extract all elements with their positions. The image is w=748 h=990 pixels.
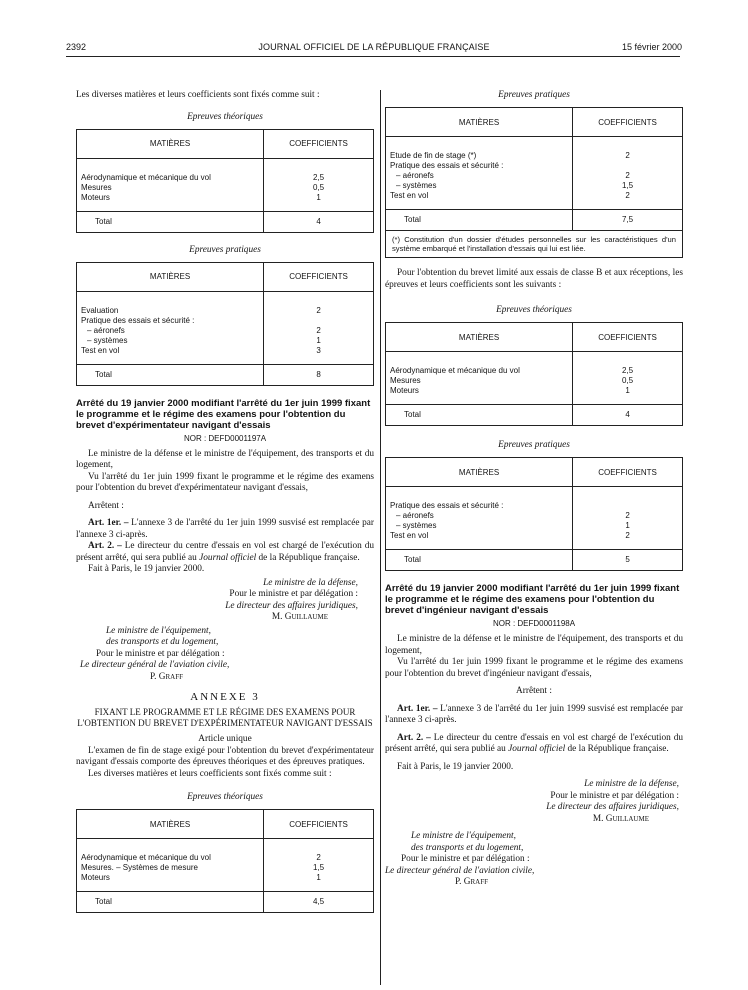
spacer-row bbox=[77, 356, 374, 365]
row-label: Mesures bbox=[386, 376, 573, 386]
table-row bbox=[77, 863, 374, 873]
page-number: 2392 bbox=[66, 42, 87, 52]
row-label: Evaluation bbox=[77, 291, 264, 316]
total-label: Total bbox=[77, 364, 264, 385]
left-column bbox=[76, 62, 374, 913]
row-label: Aérodynamique et mécanique du vol bbox=[386, 352, 573, 377]
row-value: 2 bbox=[573, 511, 683, 521]
row-value: 1,5 bbox=[264, 863, 374, 873]
row-value: 3 bbox=[264, 346, 374, 356]
signature-block: Le ministre de l'équipement, des transports et du logement, Pour le ministre et par délégation : Le directeur général de l'aviation civile, P. Graff bbox=[80, 625, 230, 682]
row-value: 2 bbox=[573, 191, 683, 201]
spacer-cell bbox=[386, 396, 573, 405]
annexe-title: FIXANT LE PROGRAMME ET LE RÉGIME DES EXAMENS POUR L'OBTENTION DU BREVET D'EXPÉRIMENTATEUR NAVIGANT D'ESSAIS bbox=[77, 707, 373, 728]
coef-table bbox=[385, 322, 683, 426]
total-value: 4 bbox=[573, 405, 683, 426]
coef-table bbox=[76, 129, 374, 233]
row-label: – aéronefs bbox=[386, 511, 573, 521]
row-label: – systèmes bbox=[77, 336, 264, 346]
spacer-row bbox=[386, 541, 683, 550]
column-header-coefficients: COEFFICIENTS bbox=[573, 323, 683, 352]
row-value: 2 bbox=[573, 531, 683, 541]
table-header-row bbox=[77, 810, 374, 839]
total-row bbox=[77, 211, 374, 232]
coefficients-table bbox=[385, 322, 683, 426]
row-label: Test en vol bbox=[386, 191, 573, 201]
row-value bbox=[573, 487, 683, 512]
signature-block: Le ministre de la défense, Pour le ministre et par délégation : Le directeur des affaires juridiques, M. Guillaume bbox=[225, 577, 358, 622]
article-2: Art. 2. – Le directeur du centre d'essais en vol est chargé de l'exécution du présent arrêté, qui sera publié au Journal officiel de la République française. bbox=[385, 732, 684, 754]
footnote-row bbox=[386, 231, 683, 258]
paragraph: Les diverses matières et leurs coefficients sont fixés comme suit : bbox=[88, 768, 332, 779]
row-value: 0,5 bbox=[264, 183, 374, 193]
coefficients-table bbox=[76, 129, 374, 233]
spacer-cell bbox=[264, 356, 374, 365]
row-label: – aéronefs bbox=[77, 326, 264, 336]
page-header bbox=[0, 42, 748, 56]
table-caption: Epreuves pratiques bbox=[189, 244, 261, 255]
table-row bbox=[77, 291, 374, 316]
row-value bbox=[573, 161, 683, 171]
total-label: Total bbox=[77, 892, 264, 913]
paragraph: Pour l'obtention du brevet limité aux essais de classe B et aux réceptions, les épreuves et leurs coefficients sont les suivants : bbox=[385, 268, 683, 290]
paragraph: Le ministre de la défense et le ministre de l'équipement, des transports et du logement, bbox=[385, 634, 683, 656]
row-label: Moteurs bbox=[77, 873, 264, 883]
spacer-cell bbox=[573, 201, 683, 210]
coefficients-table bbox=[385, 457, 683, 571]
row-label: Test en vol bbox=[386, 531, 573, 541]
row-value: 2 bbox=[573, 137, 683, 162]
total-row bbox=[386, 405, 683, 426]
table-header-row bbox=[77, 262, 374, 291]
column-header-matieres: MATIÈRES bbox=[77, 262, 264, 291]
row-value: 2,5 bbox=[264, 158, 374, 183]
table-row bbox=[386, 171, 683, 181]
column-header-coefficients: COEFFICIENTS bbox=[264, 262, 374, 291]
table-row bbox=[386, 376, 683, 386]
total-row bbox=[77, 892, 374, 913]
row-label: Mesures bbox=[77, 183, 264, 193]
column-header-matieres: MATIÈRES bbox=[386, 323, 573, 352]
table-row bbox=[77, 158, 374, 183]
column-separator bbox=[380, 90, 381, 985]
article-unique: Article unique bbox=[198, 734, 252, 744]
table-row bbox=[77, 336, 374, 346]
table-row bbox=[386, 137, 683, 162]
table-row bbox=[386, 521, 683, 531]
coefficients-table bbox=[76, 809, 374, 913]
row-value: 0,5 bbox=[573, 376, 683, 386]
total-label: Total bbox=[386, 550, 573, 571]
row-value: 2 bbox=[573, 171, 683, 181]
row-label: Pratique des essais et sécurité : bbox=[77, 316, 264, 326]
table-row bbox=[77, 873, 374, 883]
spacer-row bbox=[77, 883, 374, 892]
table-row bbox=[77, 839, 374, 864]
total-label: Total bbox=[386, 210, 573, 231]
column-header-coefficients: COEFFICIENTS bbox=[573, 108, 683, 137]
row-label: Etude de fin de stage (*) bbox=[386, 137, 573, 162]
table-footnote: (*) Constitution d'un dossier d'études personnelles sur les caractéristiques d'un système embarqué et l'installation d'essais qui lui est liée. bbox=[386, 231, 683, 258]
row-label: – systèmes bbox=[386, 521, 573, 531]
total-value: 8 bbox=[264, 364, 374, 385]
table-row bbox=[77, 183, 374, 193]
total-value: 5 bbox=[573, 550, 683, 571]
spacer-cell bbox=[264, 203, 374, 212]
row-label: – aéronefs bbox=[386, 171, 573, 181]
right-column bbox=[385, 62, 683, 889]
spacer-cell bbox=[386, 201, 573, 210]
paragraph: Vu l'arrêté du 1er juin 1999 fixant le programme et le régime des examens pour l'obtention du brevet d'ingénieur navigant d'essais, bbox=[385, 657, 683, 679]
row-label: Aérodynamique et mécanique du vol bbox=[77, 158, 264, 183]
column-header-matieres: MATIÈRES bbox=[77, 129, 264, 158]
fait-a-paris: Fait à Paris, le 19 janvier 2000. bbox=[397, 761, 514, 772]
paragraph: L'examen de fin de stage exigé pour l'obtention du brevet d'expérimentateur navigant d'essais comporte des épreuves théoriques et des épreuves pratiques. bbox=[76, 745, 374, 767]
arretent: Arrêtent : bbox=[88, 500, 124, 511]
spacer-cell bbox=[573, 396, 683, 405]
row-label: Pratique des essais et sécurité : bbox=[386, 487, 573, 512]
arrete-title: Arrêté du 19 janvier 2000 modifiant l'arrêté du 1er juin 1999 fixant le programme et le régime des examens pour l'obtention du brevet d'ingénieur navigant d'essais bbox=[385, 583, 680, 616]
coef-table bbox=[385, 457, 683, 571]
table-row bbox=[386, 386, 683, 396]
row-label: Moteurs bbox=[386, 386, 573, 396]
coef-table bbox=[76, 262, 374, 386]
table-header-row bbox=[386, 458, 683, 487]
table-caption: Epreuves pratiques bbox=[498, 440, 570, 450]
table-row bbox=[386, 487, 683, 512]
table-row bbox=[386, 531, 683, 541]
paragraph: Vu l'arrêté du 1er juin 1999 fixant le programme et le régime des examens pour l'obtention du brevet d'expérimentateur navigant d'essais, bbox=[76, 471, 374, 493]
row-label: Aérodynamique et mécanique du vol bbox=[77, 839, 264, 864]
table-caption: Epreuves théoriques bbox=[187, 111, 263, 122]
table-caption: Epreuves théoriques bbox=[496, 305, 572, 315]
spacer-cell bbox=[386, 541, 573, 550]
spacer-cell bbox=[77, 883, 264, 892]
total-value: 4 bbox=[264, 211, 374, 232]
total-row bbox=[386, 550, 683, 571]
row-label: – systèmes bbox=[386, 181, 573, 191]
spacer-cell bbox=[77, 203, 264, 212]
total-label: Total bbox=[386, 405, 573, 426]
fait-a-paris: Fait à Paris, le 19 janvier 2000. bbox=[88, 564, 205, 574]
column-header-matieres: MATIÈRES bbox=[77, 810, 264, 839]
signature-block: Le ministre de l'équipement, des transports et du logement, Pour le ministre et par délégation : Le directeur général de l'aviation civile, P. Graff bbox=[385, 831, 535, 887]
total-value: 4,5 bbox=[264, 892, 374, 913]
table-row bbox=[386, 191, 683, 201]
column-header-matieres: MATIÈRES bbox=[386, 108, 573, 137]
row-value: 2 bbox=[264, 839, 374, 864]
coef-table bbox=[76, 809, 374, 913]
table-row bbox=[77, 346, 374, 356]
row-label: Test en vol bbox=[77, 346, 264, 356]
row-value: 1 bbox=[264, 336, 374, 346]
row-value: 1,5 bbox=[573, 181, 683, 191]
column-header-matieres: MATIÈRES bbox=[386, 458, 573, 487]
total-label: Total bbox=[77, 211, 264, 232]
total-row bbox=[77, 364, 374, 385]
article-1: Art. 1er. – L'annexe 3 de l'arrêté du 1er juin 1999 susvisé est remplacée par l'annexe 3 ci-après. bbox=[76, 518, 374, 540]
arretent: Arrêtent : bbox=[516, 686, 552, 696]
spacer-cell bbox=[264, 883, 374, 892]
header-rule bbox=[66, 56, 680, 57]
table-row bbox=[77, 193, 374, 203]
row-value: 2 bbox=[264, 291, 374, 316]
spacer-row bbox=[386, 396, 683, 405]
row-value: 1 bbox=[264, 193, 374, 203]
coefficients-table bbox=[76, 262, 374, 386]
row-value: 1 bbox=[573, 386, 683, 396]
row-label: Mesures. – Systèmes de mesure bbox=[77, 863, 264, 873]
signature-block: Le ministre de la défense, Pour le ministre et par délégation : Le directeur des affaires juridiques, M. Guillaume bbox=[546, 779, 679, 824]
table-row bbox=[386, 511, 683, 521]
spacer-cell bbox=[77, 356, 264, 365]
row-value bbox=[264, 316, 374, 326]
article-1: Art. 1er. – L'annexe 3 de l'arrêté du 1er juin 1999 susvisé est remplacée par l'annexe 3 ci-après. bbox=[385, 703, 683, 725]
nor-reference: NOR : DEFD0001197A bbox=[183, 433, 267, 443]
table-header-row bbox=[77, 129, 374, 158]
row-label: Pratique des essais et sécurité : bbox=[386, 161, 573, 171]
table-caption: Epreuves pratiques bbox=[498, 90, 570, 100]
table-row bbox=[386, 181, 683, 191]
issue-date: 15 février 2000 bbox=[621, 42, 682, 52]
annexe-heading: ANNEXE 3 bbox=[190, 691, 260, 703]
journal-title: JOURNAL OFFICIEL DE LA RÉPUBLIQUE FRANÇAISE bbox=[258, 42, 490, 52]
total-row bbox=[386, 210, 683, 231]
coefficients-table bbox=[385, 107, 683, 258]
coef-table bbox=[385, 107, 683, 258]
table-row bbox=[386, 352, 683, 377]
nor-reference: NOR : DEFD0001198A bbox=[492, 619, 576, 628]
row-value: 2 bbox=[264, 326, 374, 336]
total-value: 7,5 bbox=[573, 210, 683, 231]
column-header-coefficients: COEFFICIENTS bbox=[264, 810, 374, 839]
column-header-coefficients: COEFFICIENTS bbox=[573, 458, 683, 487]
table-row bbox=[77, 316, 374, 326]
spacer-row bbox=[77, 203, 374, 212]
arrete-title: Arrêté du 19 janvier 2000 modifiant l'arrêté du 1er juin 1999 fixant le programme et le régime des examens pour l'obtention du brevet d'expérimentateur navigant d'essais bbox=[76, 397, 371, 431]
paragraph: Le ministre de la défense et le ministre de l'équipement, des transports et du logement, bbox=[76, 448, 374, 470]
table-header-row bbox=[386, 323, 683, 352]
spacer-row bbox=[386, 201, 683, 210]
article-2: Art. 2. – Le directeur du centre d'essais en vol est chargé de l'exécution du présent arrêté, qui sera publié au Journal officiel de la République française. bbox=[76, 541, 375, 563]
table-caption: Epreuves théoriques bbox=[187, 792, 263, 802]
row-value: 2,5 bbox=[573, 352, 683, 377]
column-header-coefficients: COEFFICIENTS bbox=[264, 129, 374, 158]
intro-text: Les diverses matières et leurs coefficients sont fixés comme suit : bbox=[76, 90, 320, 100]
table-row bbox=[77, 326, 374, 336]
row-value: 1 bbox=[573, 521, 683, 531]
table-row bbox=[386, 161, 683, 171]
table-header-row bbox=[386, 108, 683, 137]
row-label: Moteurs bbox=[77, 193, 264, 203]
row-value: 1 bbox=[264, 873, 374, 883]
spacer-cell bbox=[573, 541, 683, 550]
